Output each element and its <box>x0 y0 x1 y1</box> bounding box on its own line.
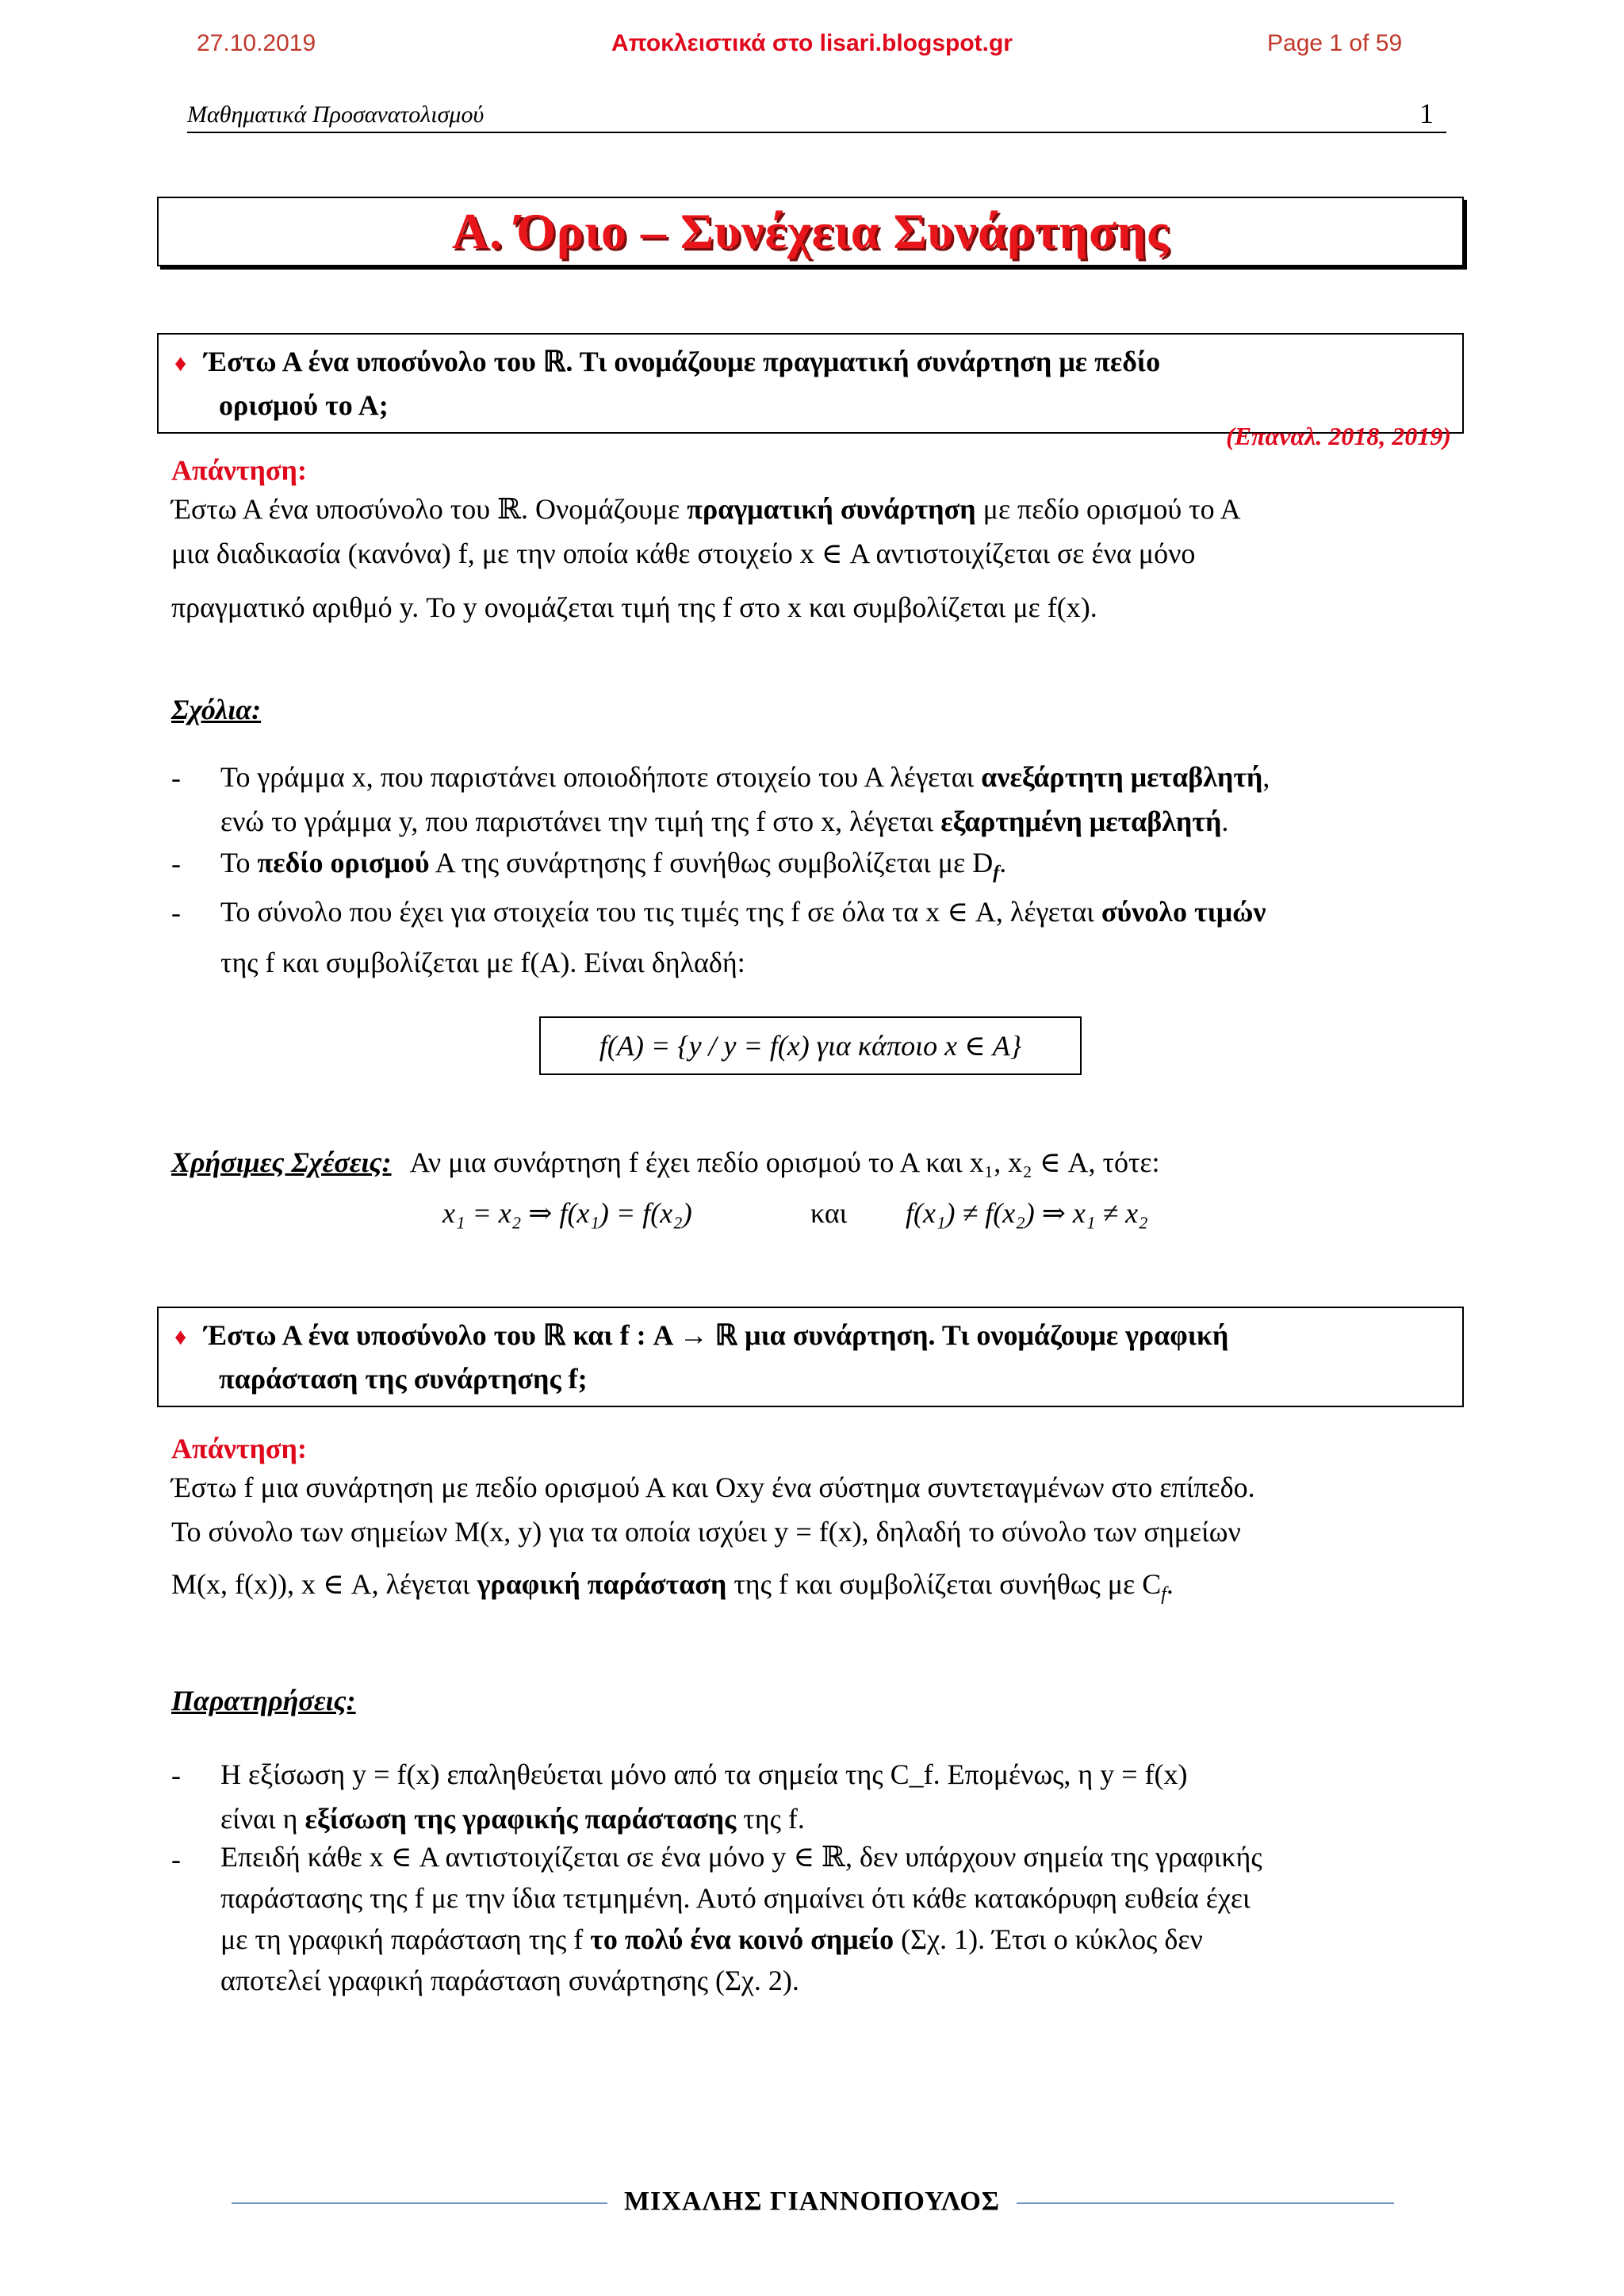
question-box-2 <box>157 1307 1464 1407</box>
answer-2-label: Απάντηση: <box>171 1433 307 1464</box>
answer-1-label: Απάντηση: <box>171 454 307 486</box>
relations-title: Χρήσιμες Σχέσεις: <box>171 1146 392 1178</box>
answer-2-text: Έστω f μια συνάρτηση με πεδίο ορισμού Α και Oxy ένα σύστημα συντεταγμένων στο επίπεδο. Το σύνολο των σημείων Μ(x, y) για τα οποία ισχύει y = f(x), δηλαδή το σύνολο των σημείων Μ(x, f(x)), x ∈ Α, λέγεται γραφική παράσταση της f και συμβολίζεται συνήθως με $C_f$. <box>171 1471 1255 1605</box>
bullet-dash: - <box>171 897 181 928</box>
header-rule <box>187 132 1446 133</box>
diamond-bullet-icon: ♦ <box>174 350 187 377</box>
bullet-dash: - <box>171 762 181 794</box>
question-1-reference: (Επαναλ. 2018, 2019) <box>1226 422 1451 450</box>
question-2-line-2: παράσταση της συνάρτησης f; <box>219 1363 588 1395</box>
question-1-line-2: ορισμού το Α; <box>219 389 389 421</box>
remarks-title: Παρατηρήσεις: <box>171 1685 356 1716</box>
question-box-1 <box>157 333 1464 434</box>
header-page-indicator: Page 1 of 59 <box>1267 30 1403 56</box>
header-date: 27.10.2019 <box>197 30 316 56</box>
comments-bullet-3: Το σύνολο που έχει για στοιχεία του τις τιμές της f σε όλα τα x ∈ Α, λέγεται σύνολο τιμών της f και συμβολίζεται με f(Α). Είναι δηλαδή: <box>220 896 1266 978</box>
range-formula-box: f(Α) = {y / y = f(x) για κάποιο x ∈ Α} <box>539 1016 1082 1075</box>
bullet-dash: - <box>171 1843 181 1875</box>
relations-formula-right: f(x₁) ≠ f(x₂) ⇒ x₁ ≠ x₂ <box>906 1197 1148 1229</box>
relations-formula-left: x₁ = x₂ ⇒ f(x₁) = f(x₂) <box>442 1197 692 1229</box>
header-site-link[interactable]: Αποκλειστικά στο lisari.blogspot.gr <box>611 30 1013 56</box>
question-1-line-1: ♦ Έστω Α ένα υποσύνολο του ℝ. Τι ονομάζουμε πραγματική συνάρτηση με πεδίο <box>174 346 1161 377</box>
running-head-title: Μαθηματικά Προσανατολισμού <box>187 101 485 128</box>
relations-line: Χρήσιμες Σχέσεις: Αν μια συνάρτηση f έχει πεδίο ορισμού το Α και x₁, x₂ ∈ Α, τότε: <box>171 1146 1160 1178</box>
running-head-page-number: 1 <box>1419 98 1434 129</box>
comments-bullet-1: Το γράμμα x, που παριστάνει οποιοδήποτε στοιχείο του Α λέγεται ανεξάρτητη μεταβλητή, ενώ το γράμμα y, που παριστάνει την τιμή της f στο x, λέγεται εξαρτημένη μεταβλητή. <box>220 761 1270 837</box>
diamond-bullet-icon: ♦ <box>174 1324 187 1350</box>
chapter-title-box <box>157 197 1464 266</box>
comments-title: Σχόλια: <box>171 694 262 725</box>
question-2-line-1: ♦ Έστω Α ένα υποσύνολο του ℝ και f : Α → ℝ μια συνάρτηση. Τι ονομάζουμε γραφική <box>174 1319 1229 1351</box>
bullet-dash: - <box>171 848 181 879</box>
relations-connector: και <box>810 1197 848 1229</box>
bullet-dash: - <box>171 1759 181 1791</box>
remarks-bullet-1: Η εξίσωση y = f(x) επαληθεύεται μόνο από τα σημεία της C_f. Επομένως, η y = f(x) είναι η εξίσωση της γραφικής παράστασης της f. <box>220 1758 1188 1835</box>
footer-author: ΜΙΧΑΛΗΣ ΓΙΑΝΝΟΠΟΥΛΟΣ <box>0 2187 1624 2217</box>
comments-bullet-2: Το πεδίο ορισμού Α της συνάρτησης f συνήθως συμβολίζεται με $D_f$. <box>220 847 1007 884</box>
remarks-bullet-2: Επειδή κάθε x ∈ Α αντιστοιχίζεται σε ένα μόνο y ∈ ℝ, δεν υπάρχουν σημεία της γραφικής παράστασης της f με την ίδια τετμημένη. Αυτό σημαίνει ότι κάθε κατακόρυφη ευθεία έχει με τη γραφική παράσταση της f το πολύ ένα κοινό σημείο (Σχ. 1). Έτσι ο κύκλος δεν αποτελεί γραφική παράσταση συνάρτησης (Σχ. 2). <box>220 1841 1262 1996</box>
chapter-title: Α. Όριο – Συνέχεια Συνάρτησης <box>451 203 1170 259</box>
answer-1-text: Έστω Α ένα υποσύνολο του ℝ. Ονομάζουμε πραγματική συνάρτηση με πεδίο ορισμού το Α μια διαδικασία (κανόνα) f, με την οποία κάθε στοιχείο x ∈ Α αντιστοιχίζεται σε ένα μόνο πραγματικό αριθμό y. Το y ονομάζεται τιμή της f στο x και συμβολίζεται με f(x). <box>171 493 1241 623</box>
